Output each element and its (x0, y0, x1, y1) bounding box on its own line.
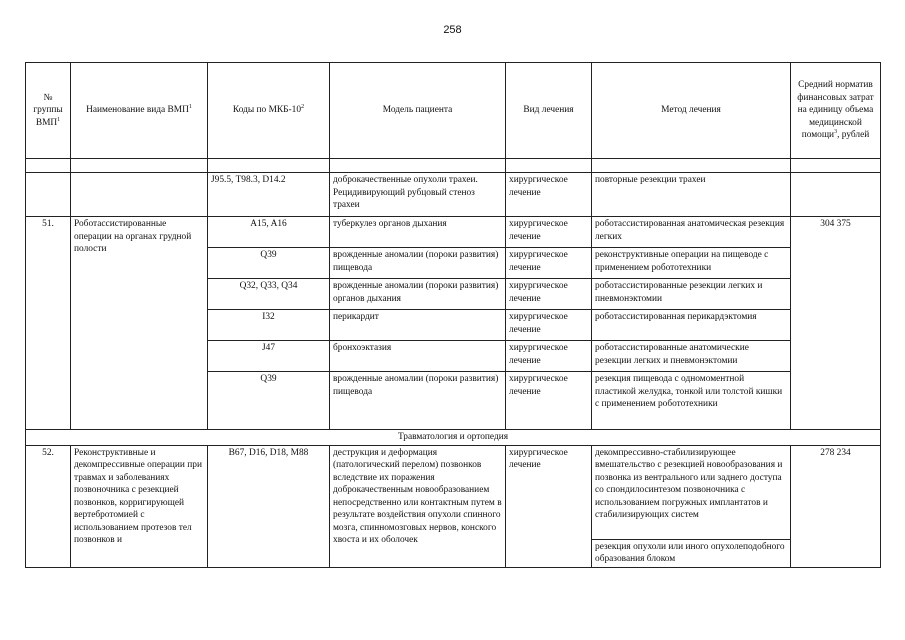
treatment-method-cell: роботассистированные анатомические резекции легких и пневмонэктомии (592, 341, 791, 372)
treatment-method-cell: роботассистированные резекции легких и пневмонэктомии (592, 279, 791, 310)
header-group-number: № группы ВМП$^1$ (26, 63, 71, 159)
vmp-table (25, 62, 881, 568)
header-treatment-type: Вид лечения (506, 63, 592, 159)
treatment-method-cell: роботассистированная анатомическая резекция легких (592, 217, 791, 248)
table-row (26, 217, 881, 248)
page-number: 258 (443, 24, 462, 36)
treatment-type-cell: хирургическое лечение (506, 279, 592, 310)
average-cost-cell: 304 375 (791, 217, 881, 430)
header-vmp-name: Наименование вида ВМП$^1$ (71, 63, 208, 159)
header-icd-codes: Коды по МКБ-$10^2$ (208, 63, 330, 159)
treatment-method-cell: повторные резекции трахеи (592, 173, 791, 217)
treatment-method-cell: декомпрессивно-стабилизирующее вмешательство с резекцией новообразования и позвонка из вентрального или заднего доступа со спондилосинтезом позвоночника с использованием погружных имплантатов и стабилизирующих систем (592, 445, 791, 539)
icd-codes-cell: Q32, Q33, Q34 (208, 279, 330, 310)
average-cost-cell: 278 234 (791, 445, 881, 567)
patient-model-cell: перикардит (330, 310, 506, 341)
patient-model-cell: туберкулез органов дыхания (330, 217, 506, 248)
vmp-name-cell: Реконструктивные и декомпрессивные операции при травмах и заболеваниях позвоночника с резекцией позвонков, корригирующей вертебротомией с использованием протезов тел позвонков и (71, 445, 208, 567)
section-title: Травматология и ортопедия (26, 430, 881, 446)
group-number-cell: 52. (26, 445, 71, 567)
treatment-type-cell: хирургическое лечение (506, 217, 592, 248)
treatment-method-cell: роботассистированная перикардэктомия (592, 310, 791, 341)
header-average-cost: Средний норматив финансовых затрат на единицу объема медицинской помощи$^3$, рублей (791, 63, 881, 159)
header-row (26, 63, 881, 159)
vmp-name-cell: Роботассистированные операции на органах грудной полости (71, 217, 208, 430)
blank-row (26, 159, 881, 173)
treatment-type-cell: хирургическое лечение (506, 173, 592, 217)
treatment-method-cell: реконструктивные операции на пищеводе с применением робототехники (592, 248, 791, 279)
table-row (26, 445, 881, 539)
patient-model-cell: доброкачественные опухоли трахеи. Рецидивирующий рубцовый стеноз трахеи (330, 173, 506, 217)
icd-codes-cell: B67, D16, D18, M88 (208, 445, 330, 567)
treatment-type-cell: хирургическое лечение (506, 445, 592, 567)
patient-model-cell: бронхоэктазия (330, 341, 506, 372)
patient-model-cell: врожденные аномалии (пороки развития) пищевода (330, 248, 506, 279)
treatment-method-cell: резекция опухоли или иного опухолеподобного образования блоком (592, 539, 791, 567)
icd-codes-cell: J95.5, T98.3, D14.2 (208, 173, 330, 217)
treatment-type-cell: хирургическое лечение (506, 310, 592, 341)
treatment-type-cell: хирургическое лечение (506, 372, 592, 430)
icd-codes-cell: J47 (208, 341, 330, 372)
group-number-cell: 51. (26, 217, 71, 430)
patient-model-cell: врожденные аномалии (пороки развития) пищевода (330, 372, 506, 430)
treatment-method-cell: резекция пищевода с одномоментной пластикой желудка, тонкой или толстой кишки с применением робототехники (592, 372, 791, 430)
section-row (26, 430, 881, 446)
icd-codes-cell: Q39 (208, 248, 330, 279)
header-patient-model: Модель пациента (330, 63, 506, 159)
patient-model-cell: деструкция и деформация (патологический перелом) позвонков вследствие их поражения доброкачественным новообразованием непосредственно или контактным путем в результате воздействия опухоли спинного мозга, спинномозговых нервов, конского хвоста и их оболочек (330, 445, 506, 567)
header-treatment-method: Метод лечения (592, 63, 791, 159)
icd-codes-cell: I32 (208, 310, 330, 341)
icd-codes-cell: Q39 (208, 372, 330, 430)
patient-model-cell: врожденные аномалии (пороки развития) органов дыхания (330, 279, 506, 310)
treatment-type-cell: хирургическое лечение (506, 248, 592, 279)
icd-codes-cell: A15, A16 (208, 217, 330, 248)
treatment-type-cell: хирургическое лечение (506, 341, 592, 372)
table-row (26, 173, 881, 217)
